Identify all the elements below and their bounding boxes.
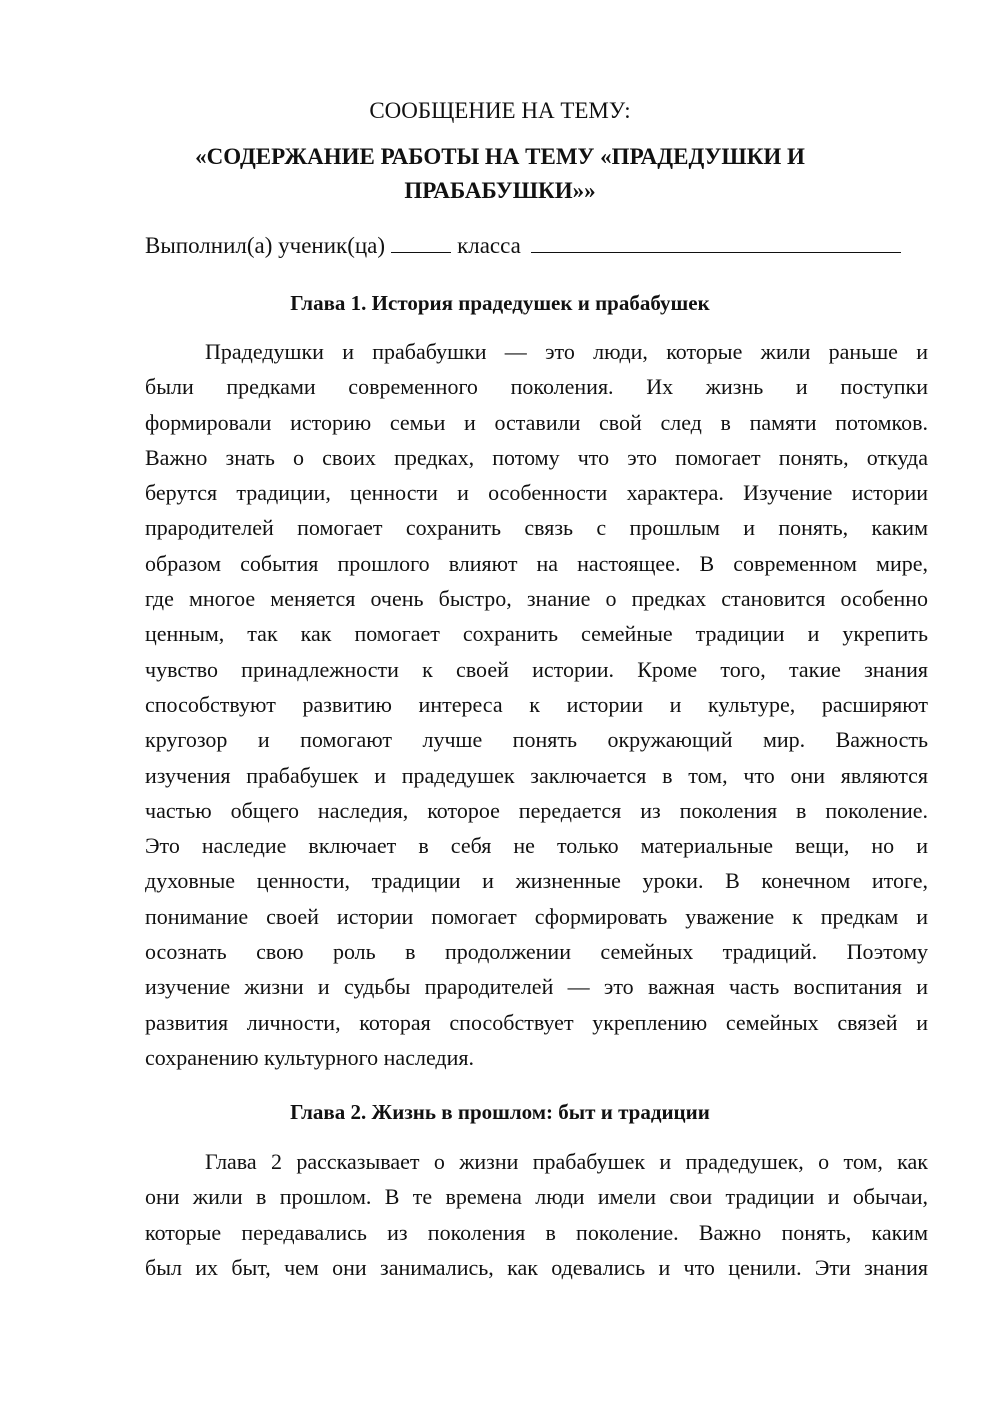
title-line-1: «СОДЕРЖАНИЕ РАБОТЫ НА ТЕМУ «ПРАДЕДУШКИ И (195, 144, 805, 169)
paragraph-line: прародителей помогает сохранить связь с прошлым и понять, каким (145, 515, 928, 541)
paragraph-line: были предками современного поколения. Их жизнь и поступки (145, 374, 928, 400)
paragraph-line: чувство принадлежности к своей истории. Кроме того, такие знания (145, 656, 928, 682)
paragraph-line: которые передавались из поколения в поколение. Важно понять, каким (145, 1219, 928, 1245)
chapter-2-paragraph (145, 1144, 928, 1285)
student-line (145, 230, 945, 261)
paragraph-line: сохранению культурного наследия. (145, 1044, 475, 1070)
paragraph-line: духовные ценности, традиции и жизненные уроки. В конечном итоге, (145, 868, 928, 894)
paragraph-line: Прадедушки и прабабушки — это люди, которые жили раньше и (205, 339, 928, 364)
chapter-1-heading: Глава 1. История прадедушек и прабабушек (290, 291, 710, 315)
paragraph-line: развития личности, которая способствует укреплению семейных связей и (145, 1009, 928, 1035)
paragraph-line: Глава 2 рассказывает о жизни прабабушек и прадедушек, о том, как (205, 1149, 928, 1174)
paragraph-line: изучение жизни и судьбы прародителей — это важная часть воспитания и (145, 974, 928, 1000)
paragraph-line: способствуют развитию интереса к истории и культуре, расширяют (145, 691, 928, 717)
chapter-1-paragraph (145, 334, 928, 1075)
chapter-2-heading: Глава 2. Жизнь в прошлом: быт и традиции (290, 1100, 710, 1124)
paragraph-line: Важно знать о своих предках, потому что это помогает понять, откуда (145, 444, 928, 470)
paragraph-line: изучения прабабушек и прадедушек заключается в том, что они являются (145, 762, 928, 788)
paragraph-line: формировали историю семьи и оставили свой след в памяти потомков. (145, 409, 928, 435)
paragraph-line: кругозор и помогают лучше понять окружающий мир. Важность (145, 727, 928, 753)
paragraph-line: они жили в прошлом. В те времена люди имели свои традиции и обычаи, (145, 1184, 928, 1210)
paragraph-line: понимание своей истории помогает сформировать уважение к предкам и (145, 903, 928, 929)
paragraph-line: Это наследие включает в себя не только материальные вещи, но и (145, 833, 928, 859)
class-label: класса (457, 233, 521, 258)
header-subject: СООБЩЕНИЕ НА ТЕМУ: (369, 98, 631, 123)
title-line-2: ПРАБАБУШКИ»» (404, 178, 596, 203)
name-blank (531, 230, 901, 253)
student-prefix: Выполнил(а) ученик(ца) (145, 233, 386, 258)
paragraph-line: где многое меняется очень быстро, знание о предках становится особенно (145, 586, 928, 612)
paragraph-line: ценным, так как помогает сохранить семейные традиции и укрепить (145, 621, 928, 647)
paragraph-line: был их быт, чем они занимались, как одевались и что ценили. Эти знания (145, 1254, 928, 1280)
paragraph-line: осознать свою роль в продолжении семейных традиций. Поэтому (145, 939, 928, 965)
paragraph-line: образом события прошлого влияют на настоящее. В современном мире, (145, 550, 928, 576)
paragraph-line: частью общего наследия, которое передается из поколения в поколение. (145, 797, 928, 823)
paragraph-line: берутся традиции, ценности и особенности характера. Изучение истории (145, 480, 928, 506)
class-blank (391, 230, 451, 253)
